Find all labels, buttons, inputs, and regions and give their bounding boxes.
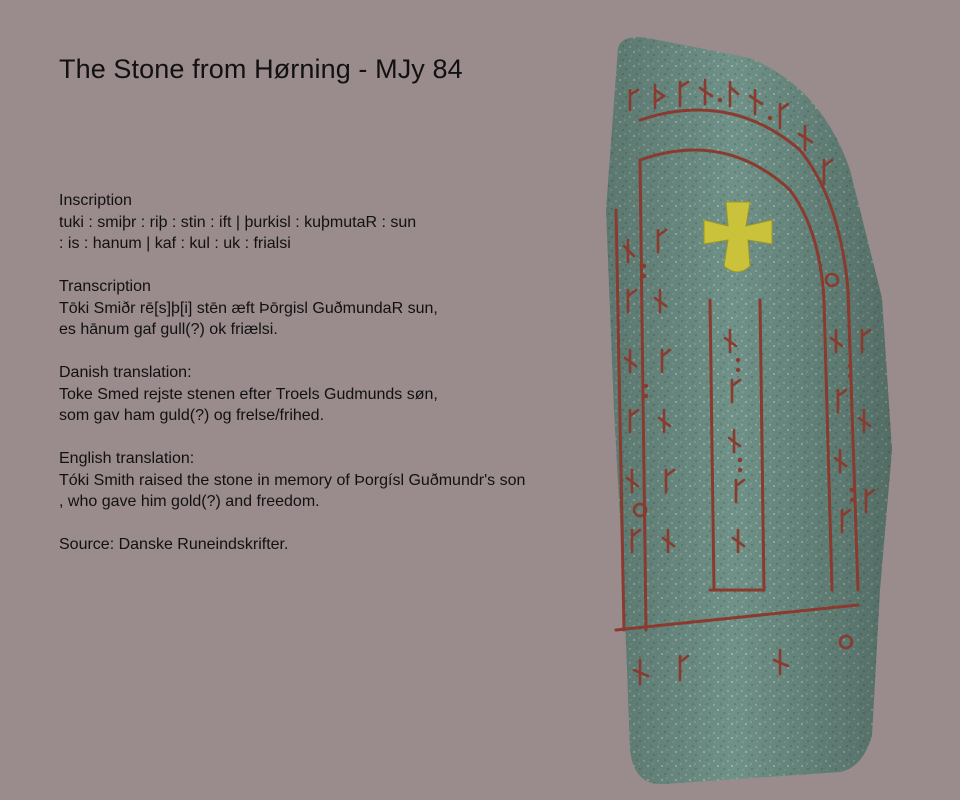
inscription-line-2: : is : hanum | kaf : kul : uk : frialsi	[59, 235, 291, 252]
inscription-line-1: tuki : smiþr : riþ : stin : ift | þurkisl : kuþmutaR : sun	[59, 213, 417, 231]
danish-line-1: Toke Smed rejste stenen efter Troels Gudmunds søn,	[59, 385, 438, 403]
inscription-section	[59, 190, 599, 255]
rune-stone-image	[600, 30, 910, 790]
transcription-line-2: es hānum gaf gull(?) ok friælsi.	[59, 321, 278, 338]
transcription-heading: Transcription	[59, 278, 151, 295]
danish-heading: Danish translation:	[59, 364, 192, 381]
english-heading: English translation:	[59, 450, 195, 467]
transcription-line-1: Tōki Smiðr rē[s]þ[i] stēn æft Þōrgisl GuðmundaR sun,	[59, 299, 438, 317]
english-line-1: Tóki Smith raised the stone in memory of Þorgísl Guðmundr's son	[59, 471, 526, 489]
source-section	[59, 534, 599, 556]
english-line-2: , who gave him gold(?) and freedom.	[59, 493, 320, 510]
transcription-section	[59, 276, 599, 341]
inscription-heading: Inscription	[59, 192, 132, 209]
source-text: Source: Danske Runeindskrifter.	[59, 536, 289, 553]
page-title: The Stone from Hørning - MJy 84	[59, 54, 463, 84]
info-panel	[59, 190, 599, 577]
danish-line-2: som gav ham guld(?) og frelse/frihed.	[59, 407, 325, 424]
danish-section	[59, 362, 599, 427]
english-section	[59, 448, 599, 513]
